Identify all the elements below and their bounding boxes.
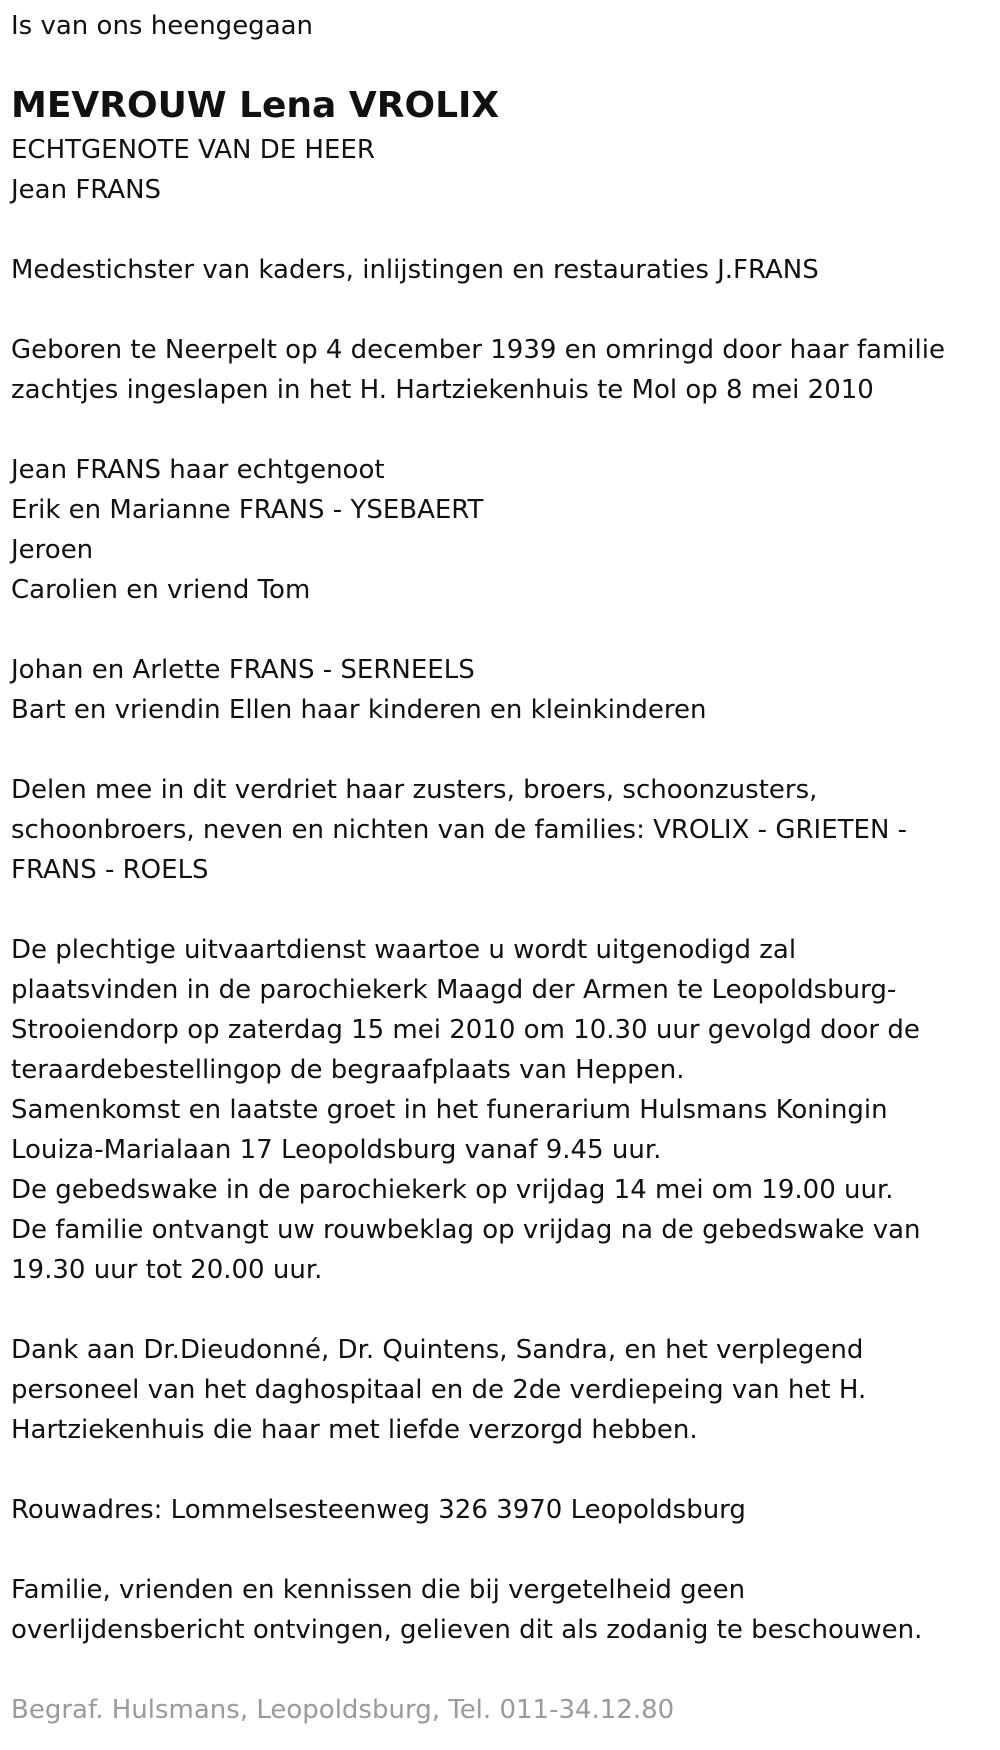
spacer <box>11 1650 991 1690</box>
family-line: Jean FRANS haar echtgenoot <box>11 455 385 485</box>
service-paragraph <box>11 930 991 1290</box>
spacer <box>11 1290 991 1330</box>
spacer <box>11 290 991 330</box>
family-line: Jeroen <box>11 535 94 565</box>
closing-paragraph <box>11 1570 991 1650</box>
paragraph-line: teraardebestellingop de begraafplaats van Heppen. <box>11 1055 685 1085</box>
paragraph-line: overlijdensbericht ontvingen, gelieven dit als zodanig te beschouwen. <box>11 1615 923 1645</box>
spacer <box>11 730 991 770</box>
thanks-paragraph <box>11 1330 991 1450</box>
relatives-paragraph <box>11 770 991 890</box>
spouse-name: Jean FRANS <box>11 175 162 205</box>
mourning-address: Rouwadres: Lommelsesteenweg 326 3970 Leopoldsburg <box>11 1495 746 1525</box>
paragraph-line: Hartziekenhuis die haar met liefde verzorgd hebben. <box>11 1415 698 1445</box>
paragraph-line: De gebedswake in de parochiekerk op vrijdag 14 mei om 19.00 uur. <box>11 1175 894 1205</box>
spacer <box>11 610 991 650</box>
spacer <box>11 410 991 450</box>
role-text: Medestichster van kaders, inlijstingen en restauraties J.FRANS <box>11 255 819 285</box>
family-line: Carolien en vriend Tom <box>11 575 311 605</box>
paragraph-line: Dank aan Dr.Dieudonné, Dr. Quintens, Sandra, en het verplegend <box>11 1335 864 1365</box>
family-line: Erik en Marianne FRANS - YSEBAERT <box>11 495 484 525</box>
deceased-name: MEVROUW Lena VROLIX <box>11 85 500 126</box>
spacer <box>11 890 991 930</box>
paragraph-line: Familie, vrienden en kennissen die bij vergetelheid geen <box>11 1575 746 1605</box>
spouse-prefix: ECHTGENOTE VAN DE HEER <box>11 135 375 165</box>
paragraph-line: De familie ontvangt uw rouwbeklag op vrijdag na de gebedswake van <box>11 1215 921 1245</box>
paragraph-line: plaatsvinden in de parochiekerk Maagd der Armen te Leopoldsburg- <box>11 975 897 1005</box>
paragraph-line: FRANS - ROELS <box>11 855 209 885</box>
family-list-1 <box>11 450 991 610</box>
paragraph-line: personeel van het daghospitaal en de 2de verdiepeing van het H. <box>11 1375 867 1405</box>
death-notice <box>11 6 991 1730</box>
spacer <box>11 210 991 250</box>
birth-death-paragraph <box>11 330 991 410</box>
paragraph-line: 19.30 uur tot 20.00 uur. <box>11 1255 323 1285</box>
funeral-home-footer: Begraf. Hulsmans, Leopoldsburg, Tel. 011-34.12.80 <box>11 1695 675 1725</box>
paragraph-line: schoonbroers, neven en nichten van de families: VROLIX - GRIETEN - <box>11 815 908 845</box>
family-line: Johan en Arlette FRANS - SERNEELS <box>11 655 475 685</box>
paragraph-line: Strooiendorp op zaterdag 15 mei 2010 om 10.30 uur gevolgd door de <box>11 1015 920 1045</box>
spacer <box>11 1450 991 1490</box>
family-line: Bart en vriendin Ellen haar kinderen en kleinkinderen <box>11 695 707 725</box>
paragraph-line: De plechtige uitvaartdienst waartoe u wordt uitgenodigd zal <box>11 935 797 965</box>
paragraph-line: Samenkomst en laatste groet in het funerarium Hulsmans Koningin <box>11 1095 888 1125</box>
family-list-2 <box>11 650 991 730</box>
paragraph-line: zachtjes ingeslapen in het H. Hartziekenhuis te Mol op 8 mei 2010 <box>11 375 874 405</box>
paragraph-line: Geboren te Neerpelt op 4 december 1939 en omringd door haar familie <box>11 335 945 365</box>
spacer <box>11 1530 991 1570</box>
paragraph-line: Louiza-Marialaan 17 Leopoldsburg vanaf 9.45 uur. <box>11 1135 662 1165</box>
intro-text: Is van ons heengegaan <box>11 11 314 41</box>
paragraph-line: Delen mee in dit verdriet haar zusters, broers, schoonzusters, <box>11 775 818 805</box>
